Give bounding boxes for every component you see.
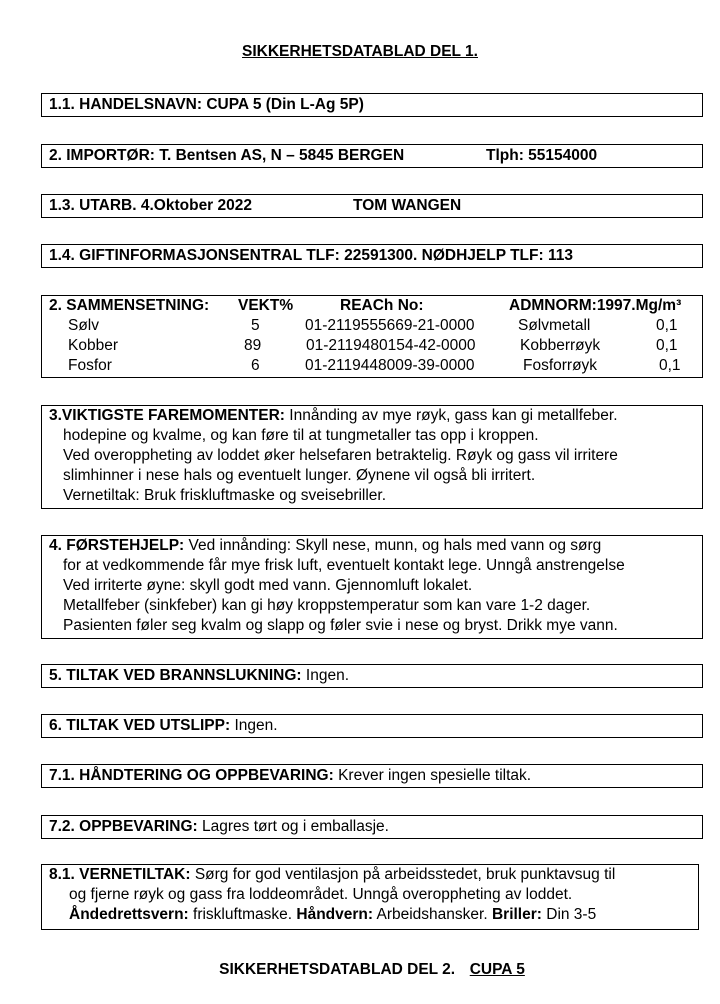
hazards-line: Vernetiltak: Bruk friskluftmaske og sveisebriller. bbox=[63, 487, 387, 504]
document-title-part-2 bbox=[0, 961, 720, 979]
row-substance: Kobberrøyk bbox=[520, 337, 601, 354]
first-aid-line: Metallfeber (sinkfeber) kan gi høy kroppstemperatur som kan vare 1-2 dager. bbox=[63, 597, 591, 614]
section-5-fire bbox=[41, 664, 703, 688]
section-7-2-storage bbox=[41, 815, 703, 839]
hazards-line: hodepine og kvalme, og kan føre til at tungmetaller tas opp i kroppen. bbox=[63, 427, 539, 444]
protection-equipment-line bbox=[49, 905, 698, 925]
glasses-value: Din 3-5 bbox=[541, 906, 597, 923]
prepared-by: TOM WANGEN bbox=[353, 197, 462, 214]
first-aid-line: Pasienten føler seg kvalm og slapp og føler svie i nese og bryst. Drikk mye vann. bbox=[63, 617, 618, 634]
section-4-first-aid bbox=[41, 535, 703, 639]
row-substance: Sølvmetall bbox=[518, 317, 591, 334]
hand-label: Håndvern: bbox=[296, 906, 374, 923]
spill-text: Ingen. bbox=[230, 717, 278, 734]
section-6-spill bbox=[41, 714, 703, 738]
storage-text: Lagres tørt og i emballasje. bbox=[197, 818, 389, 835]
importer-phone: Tlph: 55154000 bbox=[486, 147, 598, 164]
respiratory-label: Åndedrettsvern: bbox=[69, 906, 189, 923]
first-aid-line: Ved irriterte øyne: skyll godt med vann. Gjennomluft lokalet. bbox=[63, 577, 473, 594]
respiratory-value: friskluftmaske. bbox=[188, 906, 297, 923]
title-text: SIKKERHETSDATABLAD DEL 1. bbox=[242, 43, 478, 60]
row-limit: 0,1 bbox=[656, 337, 678, 354]
row-name: Kobber bbox=[68, 337, 118, 354]
row-substance: Fosforrøyk bbox=[523, 357, 598, 374]
first-aid-heading: 4. FØRSTEHJELP: bbox=[49, 537, 185, 554]
section-7-1-handling bbox=[41, 764, 703, 788]
title-part-2-product: CUPA 5 bbox=[469, 961, 525, 978]
row-limit: 0,1 bbox=[656, 317, 678, 334]
importer: 2. IMPORTØR: T. Bentsen AS, N – 5845 BERGEN bbox=[49, 147, 405, 164]
first-aid-line: for at vedkommende får mye frisk luft, eventuelt kontakt lege. Unngå anstrengelse bbox=[63, 557, 625, 574]
col-header-reach: REACh No: bbox=[340, 297, 424, 314]
row-weight: 89 bbox=[244, 337, 262, 354]
title-part-2-text: SIKKERHETSDATABLAD DEL 2. bbox=[219, 961, 456, 978]
hand-value: Arbeidshansker. bbox=[373, 906, 492, 923]
handling-heading: 7.1. HÅNDTERING OG OPPBEVARING: bbox=[49, 767, 334, 784]
section-1-3-prepared bbox=[41, 194, 703, 218]
hazards-heading: 3.VIKTIGSTE FAREMOMENTER: bbox=[49, 407, 285, 424]
protection-heading: 8.1. VERNETILTAK: bbox=[49, 866, 191, 883]
row-reach: 01-2119448009-39-0000 bbox=[305, 357, 475, 374]
document-title bbox=[0, 43, 720, 61]
row-weight: 6 bbox=[251, 357, 260, 374]
fire-heading: 5. TILTAK VED BRANNSLUKNING: bbox=[49, 667, 302, 684]
handling-text: Krever ingen spesielle tiltak. bbox=[333, 767, 532, 784]
protection-text: Sørg for god ventilasjon på arbeidsstedet, bruk punktavsug til bbox=[190, 866, 616, 883]
first-aid-text: Ved innånding: Skyll nese, munn, og hals med vann og sørg bbox=[184, 537, 602, 554]
hazards-text: Innånding av mye røyk, gass kan gi metallfeber. bbox=[284, 407, 618, 424]
row-weight: 5 bbox=[251, 317, 260, 334]
protection-line: og fjerne røyk og gass fra loddeområdet. Unngå overoppheting av loddet. bbox=[69, 886, 573, 903]
section-1-1-trade-name bbox=[41, 93, 703, 117]
spill-heading: 6. TILTAK VED UTSLIPP: bbox=[49, 717, 231, 734]
col-header-weight: VEKT% bbox=[238, 297, 294, 314]
section-1-4-poison-info bbox=[41, 244, 703, 268]
col-header-admnorm: ADMNORM:1997.Mg/m³ bbox=[509, 297, 682, 314]
fire-text: Ingen. bbox=[301, 667, 349, 684]
hazards-line: slimhinner i nese hals og eventuelt lunger. Øynene vil også bli irritert. bbox=[63, 467, 536, 484]
row-reach: 01-2119555669-21-0000 bbox=[305, 317, 475, 334]
glasses-label: Briller: bbox=[491, 906, 542, 923]
row-limit: 0,1 bbox=[659, 357, 681, 374]
emergency-phones: 1.4. GIFTINFORMASJONSENTRAL TLF: 22591300. NØDHJELP TLF: 113 bbox=[49, 247, 573, 264]
storage-heading: 7.2. OPPBEVARING: bbox=[49, 818, 198, 835]
section-8-1-protection bbox=[41, 864, 699, 930]
hazards-line: Ved overoppheting av loddet øker helsefaren betraktelig. Røyk og gass vil irritere bbox=[63, 447, 618, 464]
section-3-hazards bbox=[41, 405, 703, 509]
prepared-date: 1.3. UTARB. 4.Oktober 2022 bbox=[49, 197, 253, 214]
section-2-importer bbox=[41, 144, 703, 168]
row-reach: 01-2119480154-42-0000 bbox=[306, 337, 476, 354]
section-2-composition-table bbox=[41, 295, 703, 378]
row-name: Fosfor bbox=[68, 357, 112, 374]
col-header-name: 2. SAMMENSETNING: bbox=[49, 297, 210, 314]
row-name: Sølv bbox=[68, 317, 99, 334]
trade-name: 1.1. HANDELSNAVN: CUPA 5 (Din L-Ag 5P) bbox=[49, 96, 364, 113]
